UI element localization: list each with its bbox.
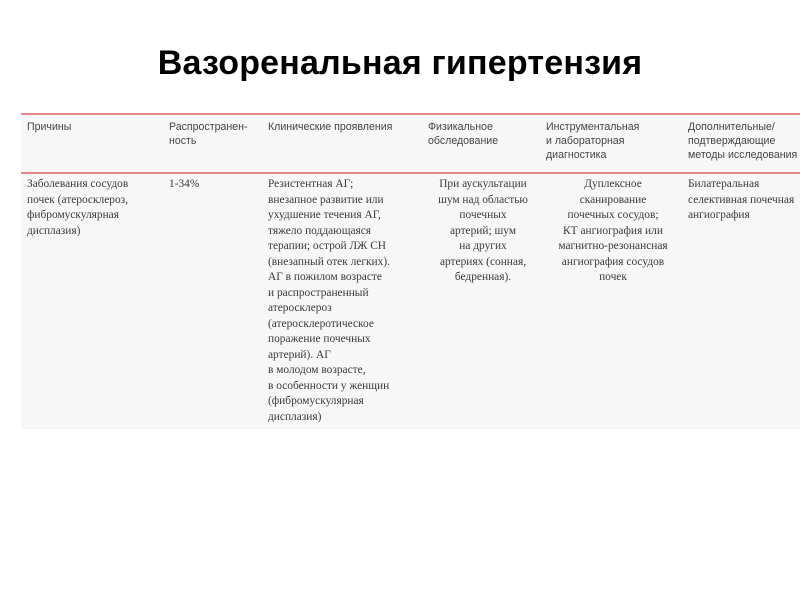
header-physical [424,114,542,173]
header-additional [684,114,800,173]
header-prevalence [165,114,264,173]
cell-clinical: Резистентная АГ; внезапное развитие или ухудшение течения АГ, тяжело поддающаяся терапии; острой ЛЖ СН (внезапный отек легких). АГ в пожилом возрасте и распространенный атеросклероз (атеросклеротическое поражение почечных артерий). АГ в молодом возрасте, в особенности у женщин (фибромускулярная дисплазия) [268,178,390,423]
hypertension-table [21,113,798,429]
header-row [21,114,800,173]
cell-physical: При аускультации шум над областью почечных артерий; шум на других артериях (сонная, бедренная). [438,178,528,283]
data-table [21,113,800,429]
cell-additional: Билатеральная селективная почечная ангиография [688,178,795,221]
header-instrumental [542,114,684,173]
cell-cause: Заболевания сосудов почек (атеросклероз, фибромускулярная дисплазия) [27,178,129,237]
header-physical-text: Физикальное обследование [428,121,499,147]
header-causes-text: Причины [27,121,72,133]
header-prevalence-text: Распространен- ность [169,121,248,147]
header-instrumental-text: Инструментальная и лабораторная диагностика [546,121,640,161]
header-causes [21,114,165,173]
header-clinical [264,114,424,173]
cell-instrumental: Дуплексное сканирование почечных сосудов; КТ ангиография или магнитно-резонансная ангиография сосудов почек [558,178,668,283]
table-row [21,173,800,429]
header-clinical-text: Клинические проявления [268,121,393,133]
slide-title: Вазоренальная гипертензия [157,44,643,82]
header-additional-text: Дополнительные/ подтверждающие методы исследования [688,121,798,161]
cell-prevalence: 1-34% [169,178,200,190]
